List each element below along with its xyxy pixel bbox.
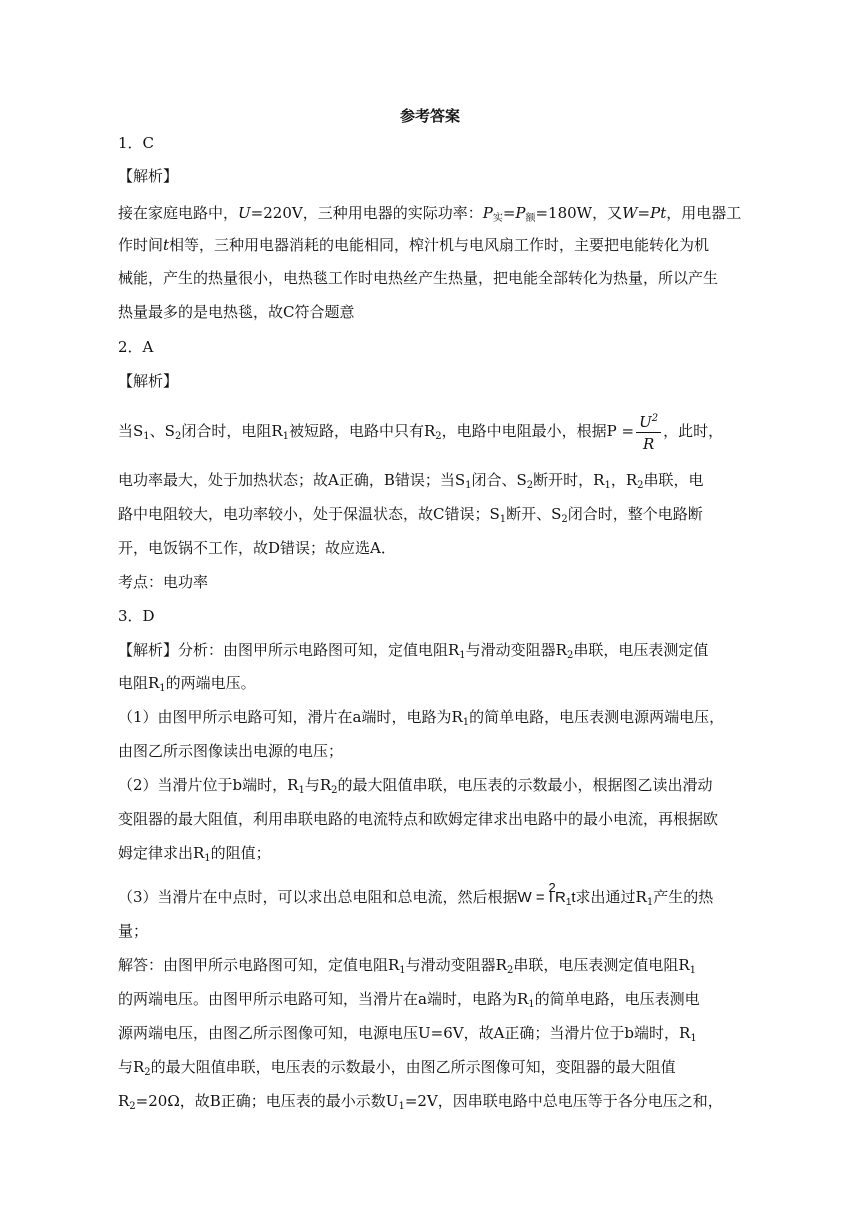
q3-p1-line-1: （1）由图甲所示电路可知，滑片在a端时，电路为$R_1$的简单电路，电压表测电源两端电压， (118, 708, 725, 728)
q2-analysis-label: 【解析】 (118, 372, 179, 390)
q1-answer: 1．C (118, 134, 155, 152)
page-title: 参考答案 (399, 107, 460, 125)
q3-solution-line-5: $R_2=20\Omega$，故B正确；电压表的最小示数$U_1=2V$，因串联电路中总电压等于各分电压之和， (118, 1092, 723, 1112)
q2-line-1: 当$S_1$、$S_2$闭合时，电阻$R_1$被短路，电路中只有$R_2$，电路中电阻最小，根据P = $\frac{U^2}{R}$ ，此时， (118, 408, 723, 455)
q3-solution-line-2: 的两端电压。由图甲所示电路可知，当滑片在a端时，电路为$R_1$的简单电路，电压表测电 (118, 990, 700, 1010)
q1-analysis-label: 【解析】 (118, 167, 179, 185)
q3-p2-line-3: 姆定律求出$R_1$的阻值； (118, 844, 271, 864)
q3-solution-line-4: 与$R_2$的最大阻值串联，电压表的示数最小，由图乙所示图像可知，变阻器的最大阻值 (118, 1058, 676, 1078)
q1-line-1: 接在家庭电路中，U=220V，三种用电器的实际功率：$P_实=P_额=180W$，又W=Pt，用电器工 (118, 204, 742, 224)
q3-answer: 3．D (118, 607, 155, 625)
q3-line-2: 电阻$R_1$的两端电压。 (118, 674, 256, 694)
heat-formula: W = I 2 $R_1t$ (517, 880, 576, 908)
q3-p2-line-2: 变阻器的最大阻值，利用串联电路的电流特点和欧姆定律求出电路中的最小电流，再根据欧 (118, 810, 719, 828)
q2-line-3: 路中电阻较大，电功率较小，处于保温状态，故C错误；$S_1$断开、$S_2$闭合时，整个电路断 (118, 505, 703, 525)
q3-p3-line-1: （3）当滑片在中点时，可以求出总电阻和总电流，然后根据W = I 2 $R_1t$求出通过$R_1$产生的热 (118, 880, 714, 908)
q1-line-3: 械能，产生的热量很小，电热毯工作时电热丝产生热量，把电能全部转化为热量，所以产生 (118, 269, 719, 287)
q1-line-4: 热量最多的是电热毯，故C符合题意 (118, 303, 355, 321)
q1-line-2: 作时间t相等，三种用电器消耗的电能相同，榨汁机与电风扇工作时，主要把电能转化为机 (118, 236, 710, 254)
q3-solution-line-1: 解答：由图甲所示电路图可知，定值电阻$R_1$与滑动变阻器$R_2$串联，电压表测定值电阻$R_1$ (118, 956, 697, 976)
q3-p1-line-2: 由图乙所示图像读出电源的电压； (118, 742, 344, 760)
q3-solution-line-3: 源两端电压，由图乙所示图像可知，电源电压U=6V，故A正确；当滑片位于b端时，$R_1$ (118, 1024, 697, 1044)
q2-kaodian: 考点：电功率 (118, 573, 209, 591)
q3-p2-line-1: （2）当滑片位于b端时，$R_1$与$R_2$的最大阻值串联，电压表的示数最小，根据图乙读出滑动 (118, 776, 713, 796)
q2-answer: 2．A (118, 338, 154, 356)
power-formula-fraction: $\frac{U^2}{R}$ (636, 409, 661, 455)
q3-line-1: 【解析】分析：由图甲所示电路图可知，定值电阻$R_1$与滑动变阻器$R_2$串联，电压表测定值 (118, 641, 709, 661)
q2-line-4: 开，电饭锅不工作，故D错误；故应选A． (118, 539, 396, 557)
q2-line-2: 电功率最大，处于加热状态；故A正确，B错误；当$S_1$闭合、$S_2$断开时，$R_1$，$R_2$串联，电 (118, 471, 704, 491)
q3-p3-line-2: 量； (118, 922, 149, 940)
